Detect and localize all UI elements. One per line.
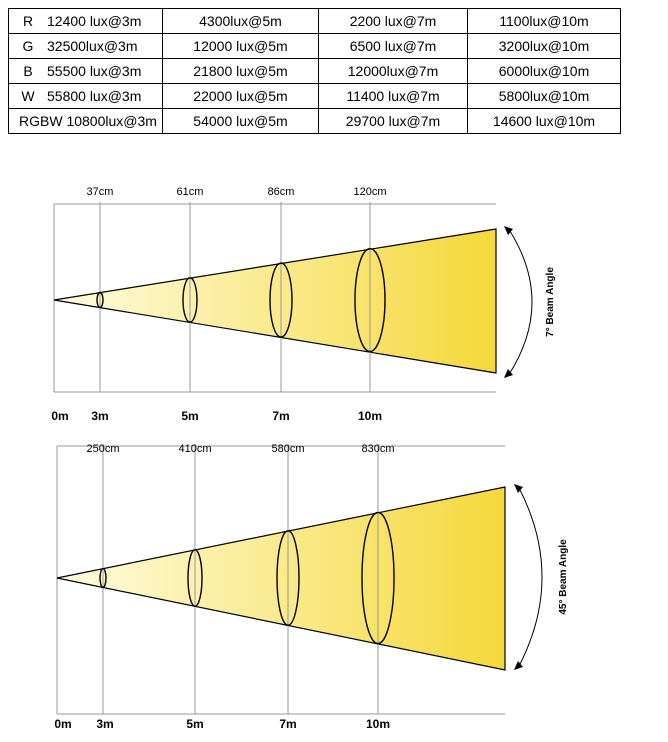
beam-angle-arc [508, 228, 532, 376]
beam-diagram-7deg [0, 180, 668, 430]
cell-color-3m [9, 109, 163, 134]
lux-7m: 29700 lux@7m [319, 109, 468, 134]
table-row [9, 9, 621, 34]
cell-color-3m [9, 59, 163, 84]
lux-10m: 5800lux@10m [468, 84, 621, 109]
beam-angle-label: 7° Beam Angle [545, 267, 556, 337]
lux-5m: 54000 lux@5m [163, 109, 319, 134]
distance-label: 7m [279, 717, 297, 731]
table-row [9, 34, 621, 59]
cell-color-3m [9, 84, 163, 109]
lux-5m: 22000 lux@5m [163, 84, 319, 109]
cell-color-3m [9, 34, 163, 59]
color-label: W [21, 88, 35, 104]
diameter-label: 830cm [361, 443, 395, 455]
lux-7m: 2200 lux@7m [319, 9, 468, 34]
lux-3m: 10800lux@3m [62, 113, 157, 129]
lux-table [8, 8, 621, 134]
diameter-label: 580cm [271, 443, 305, 455]
lux-5m: 12000 lux@5m [163, 34, 319, 59]
lux-10m: 1100lux@10m [468, 9, 621, 34]
distance-label: 10m [357, 409, 383, 423]
distance-label: 0m [54, 717, 72, 731]
lux-10m: 3200lux@10m [468, 34, 621, 59]
beam-cone [57, 487, 505, 670]
distance-label: 5m [181, 409, 199, 423]
lux-10m: 6000lux@10m [468, 59, 621, 84]
lux-7m: 6500 lux@7m [319, 34, 468, 59]
lux-5m: 21800 lux@5m [163, 59, 319, 84]
distance-label: 7m [272, 409, 290, 423]
lux-10m: 14600 lux@10m [468, 109, 621, 134]
color-label: R [22, 13, 34, 29]
color-label: B [23, 63, 33, 79]
lux-3m: 55800 lux@3m [47, 88, 142, 104]
color-label: RGBW [19, 113, 63, 129]
diameter-label: 120cm [353, 186, 387, 198]
distance-label: 5m [186, 717, 204, 731]
lux-7m: 12000lux@7m [319, 59, 468, 84]
lux-3m: 32500lux@3m [47, 38, 138, 54]
lux-5m: 4300lux@5m [163, 9, 319, 34]
table-row [9, 59, 621, 84]
beam-angle-label: 45° Beam Angle [558, 539, 569, 615]
distance-label: 3m [91, 409, 109, 423]
table-row [9, 84, 621, 109]
beam-cone [54, 229, 496, 373]
cell-color-3m [9, 9, 163, 34]
arrow-head-bottom-icon [514, 661, 523, 670]
diameter-label: 250cm [86, 443, 120, 455]
arrow-head-top-icon [514, 484, 523, 493]
lux-3m: 55500 lux@3m [47, 63, 142, 79]
diameter-label: 37cm [86, 186, 114, 198]
beam-angle-arc [518, 486, 542, 668]
lux-7m: 11400 lux@7m [319, 84, 468, 109]
diameter-label: 86cm [267, 186, 295, 198]
color-label: G [22, 38, 34, 54]
beam-diagram-45deg [0, 432, 668, 742]
table-row [9, 109, 621, 134]
lux-3m: 12400 lux@3m [47, 13, 142, 29]
distance-label: 0m [51, 409, 69, 423]
diameter-label: 410cm [178, 443, 212, 455]
diameter-label: 61cm [176, 186, 204, 198]
distance-label: 10m [365, 717, 391, 731]
distance-label: 3m [96, 717, 114, 731]
